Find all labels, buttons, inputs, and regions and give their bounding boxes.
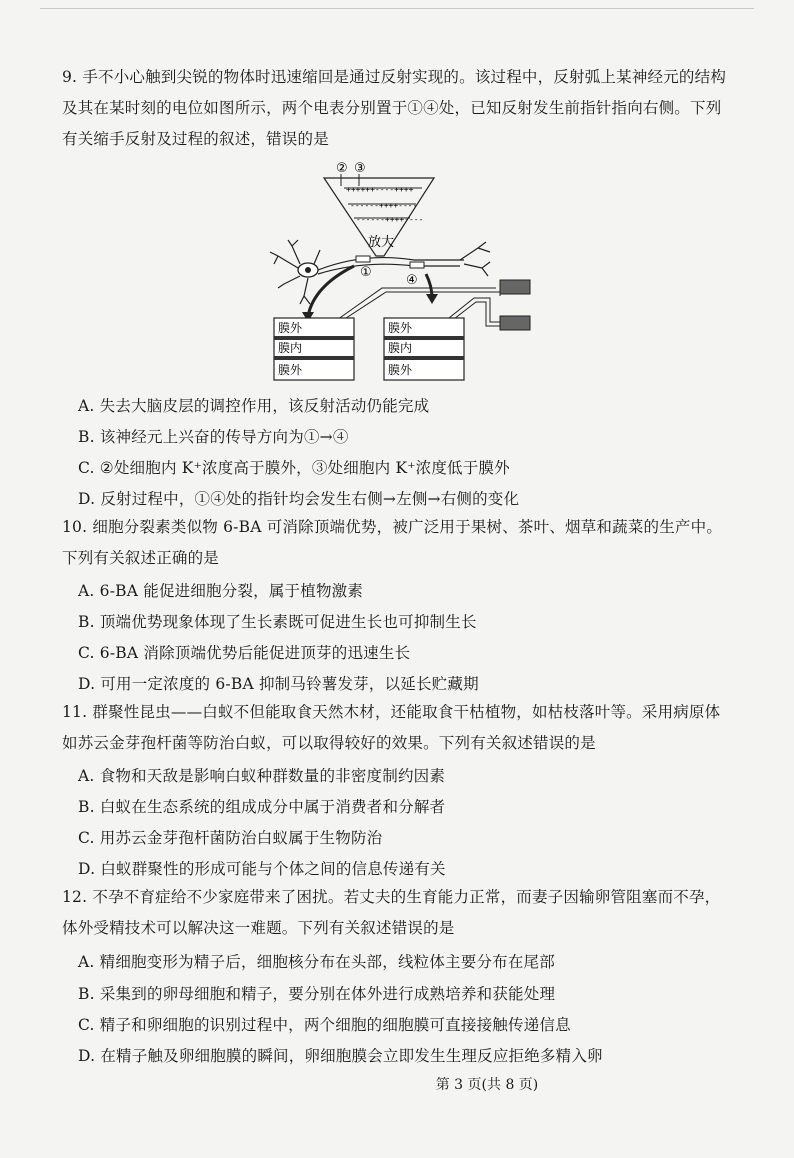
question-9-option-b[interactable]: B. 该神经元上兴奋的传导方向为①→④ (78, 428, 349, 446)
question-12-option-b[interactable]: B. 采集到的卵母细胞和精子，要分别在体外进行成熟培养和获能处理 (78, 985, 556, 1003)
question-9-option-d[interactable]: D. 反射过程中，①④处的指针均会发生右侧→左侧→右侧的变化 (78, 490, 520, 508)
meter-1 (500, 280, 530, 294)
left-label-outside-top: 膜外 (278, 321, 303, 335)
axon-bottom (318, 264, 460, 274)
question-10-option-c[interactable]: C. 6-BA 消除顶端优势后能促进顶芽的迅速生长 (78, 644, 411, 662)
magnify-label: 放大 (368, 235, 395, 250)
question-11-stem: 11. 群聚性昆虫——白蚁不但能取食天然木材，还能取食干枯植物，如枯枝落叶等。采用病原体如苏云金芽孢杆菌等防治白蚁，可以取得较好的效果。下列有关叙述错误的是 (62, 703, 721, 752)
right-membrane-band-1 (384, 336, 464, 340)
left-label-inside: 膜内 (278, 341, 303, 355)
left-membrane-band-2 (274, 356, 354, 360)
right-label-inside: 膜内 (388, 341, 413, 355)
question-10-option-d[interactable]: D. 可用一定浓度的 6-BA 抑制马铃薯发芽，以延长贮藏期 (78, 675, 479, 693)
question-9-option-a[interactable]: A. 失去大脑皮层的调控作用，该反射活动仍能完成 (78, 397, 430, 415)
diagram-label-4: ④ (406, 273, 418, 288)
question-10-option-b[interactable]: B. 顶端优势现象体现了生长素既可促进生长也可抑制生长 (78, 613, 477, 631)
arrowhead-right (426, 294, 438, 304)
question-11-option-a[interactable]: A. 食物和天敌是影响白蚁种群数量的非密度制约因素 (78, 767, 446, 785)
diagram-label-2: ② (336, 161, 348, 176)
question-11-option-c[interactable]: C. 用苏云金芽孢杆菌防治白蚁属于生物防治 (78, 829, 383, 847)
question-9-stem: 9. 手不小心触到尖锐的物体时迅速缩回是通过反射实现的。该过程中，反射弧上某神经元的结构及其在某时刻的电位如图所示，两个电表分别置于①④处，已知反射发生前指针指向右侧。下列有关缩手反射及过程的叙述，错误的是 (62, 68, 727, 148)
axon-terminals (460, 242, 490, 276)
question-12-option-c[interactable]: C. 精子和卵细胞的识别过程中，两个细胞的细胞膜可直接接触传递信息 (78, 1016, 571, 1034)
question-9-option-c[interactable]: C. ②处细胞内 K⁺浓度高于膜外，③处细胞内 K⁺浓度低于膜外 (78, 459, 510, 477)
diagram-label-1: ① (360, 265, 372, 280)
electrode-1 (356, 256, 370, 262)
charge-row-3: ------++++---- (356, 215, 424, 224)
right-label-outside-bottom: 膜外 (388, 363, 413, 377)
charge-row-2: ------++++---- (350, 201, 418, 210)
neuron-diagram (264, 156, 534, 386)
left-membrane-band-1 (274, 336, 354, 340)
question-12-option-a[interactable]: A. 精细胞变形为精子后，细胞核分布在头部，线粒体主要分布在尾部 (78, 953, 555, 971)
diagram-label-3: ③ (354, 161, 366, 176)
right-label-outside-top: 膜外 (388, 321, 413, 335)
question-12-stem: 12. 不孕不育症给不少家庭带来了困扰。若丈夫的生育能力正常，而妻子因输卵管阻塞而不孕，体外受精技术可以解决这一难题。下列有关叙述错误的是 (62, 888, 721, 937)
neuron-nucleus (305, 267, 311, 273)
question-10-option-a[interactable]: A. 6-BA 能促进细胞分裂，属于植物激素 (78, 582, 364, 600)
question-10-stem: 10. 细胞分裂素类似物 6-BA 可消除顶端优势，被广泛用于果树、茶叶、烟草和蔬菜的生产中。下列有关叙述正确的是 (62, 518, 723, 567)
left-label-outside-bottom: 膜外 (278, 363, 303, 377)
page-footer: 第 3 页(共 8 页) (435, 1077, 539, 1093)
question-12-option-d[interactable]: D. 在精子触及卵细胞膜的瞬间，卵细胞膜会立即发生生理反应拒绝多精入卵 (78, 1047, 603, 1065)
meter-4 (500, 316, 530, 330)
right-membrane-band-2 (384, 356, 464, 360)
charge-row-1: ++++++----++++ (346, 185, 414, 194)
question-11-option-b[interactable]: B. 白蚁在生态系统的组成成分中属于消费者和分解者 (78, 798, 446, 816)
top-rule (40, 8, 754, 9)
question-11-option-d[interactable]: D. 白蚁群聚性的形成可能与个体之间的信息传递有关 (78, 860, 446, 878)
electrode-4 (410, 262, 424, 268)
